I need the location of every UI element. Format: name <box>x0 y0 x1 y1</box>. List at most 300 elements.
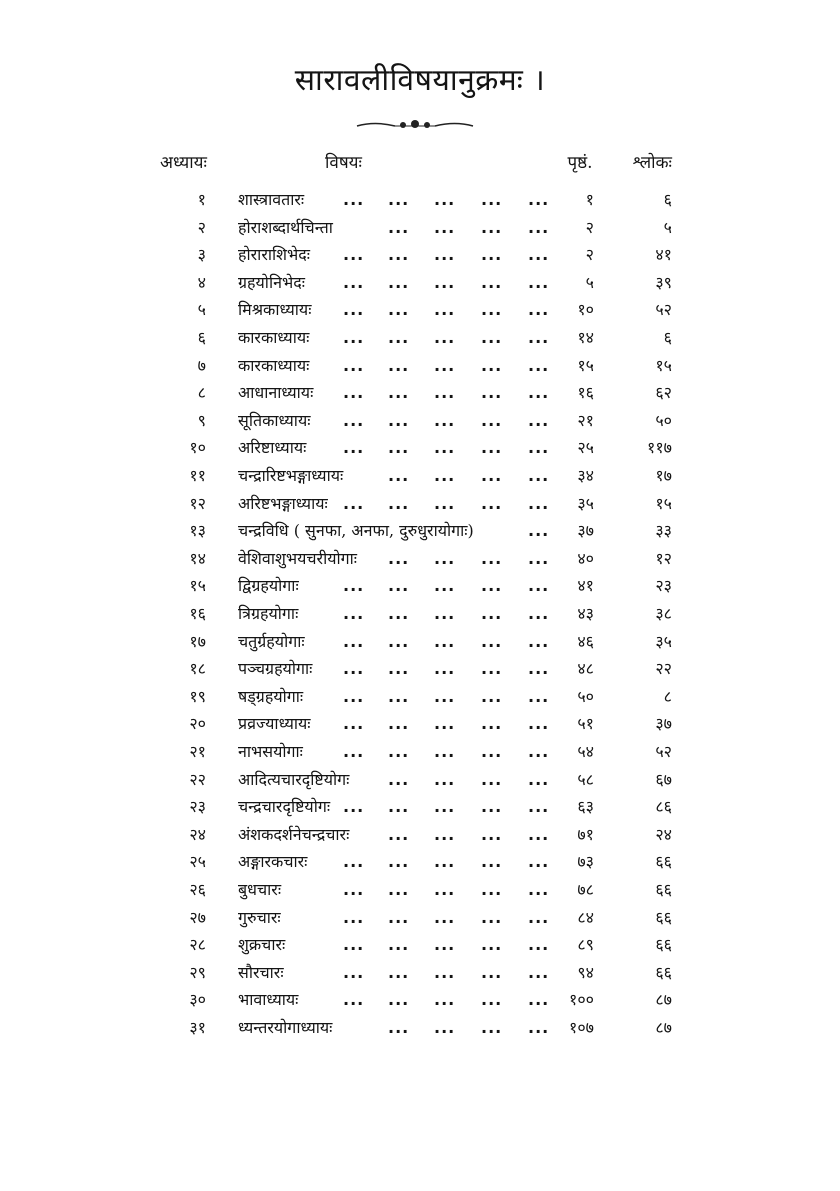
leader-dots <box>238 1014 550 1041</box>
leader-dots <box>238 986 550 1013</box>
chapter-topic: शुक्रचारः <box>238 935 286 955</box>
leader-dot: ... <box>388 1018 410 1037</box>
chapter-number: ३१ <box>189 1018 206 1037</box>
leader-dot: ... <box>434 355 456 375</box>
page-number: ८४ <box>577 907 594 927</box>
leader-dot: ... <box>528 604 550 623</box>
leader-dots <box>238 545 550 572</box>
sloka-count: ६७ <box>655 769 672 789</box>
leader-dot: ... <box>528 1018 550 1037</box>
leader-dot: ... <box>434 300 456 320</box>
chapter-topic: प्रव्रज्याध्यायः <box>238 714 311 734</box>
table-row <box>0 931 840 958</box>
leader-dot: ... <box>343 355 365 375</box>
chapter-number: ७ <box>197 355 206 375</box>
leader-dot: ... <box>343 907 365 927</box>
leader-dot: ... <box>481 769 503 789</box>
chapter-topic: अरिष्टभङ्गाध्यायः <box>238 493 328 513</box>
sloka-count: ३९ <box>655 272 672 292</box>
leader-dot: ... <box>343 190 365 209</box>
leader-dot: ... <box>434 631 456 651</box>
leader-dot: ... <box>481 907 503 927</box>
chapter-number: २३ <box>189 797 206 817</box>
page-number: १५ <box>577 355 594 375</box>
leader-dot: ... <box>481 383 503 403</box>
page-number: ९४ <box>577 962 594 982</box>
leader-dots <box>238 517 550 544</box>
leader-dot: ... <box>528 217 550 237</box>
chapter-number: ८ <box>197 383 206 403</box>
chapter-number: ३० <box>189 990 206 1010</box>
leader-dot: ... <box>528 852 550 872</box>
leader-dot: ... <box>434 548 456 568</box>
table-row <box>0 986 840 1013</box>
chapter-topic: आदित्यचारदृष्टियोगः <box>238 769 350 789</box>
table-row <box>0 655 840 682</box>
table-row <box>0 766 840 793</box>
leader-dot: ... <box>528 521 550 541</box>
table-row <box>0 904 840 931</box>
page-number: ७१ <box>577 824 594 844</box>
leader-dot: ... <box>388 714 410 734</box>
leader-dot: ... <box>343 714 365 734</box>
leader-dot: ... <box>528 935 550 955</box>
leader-dot: ... <box>481 880 503 899</box>
leader-dot: ... <box>481 631 503 651</box>
leader-dot: ... <box>434 769 456 789</box>
leader-dot: ... <box>388 742 410 761</box>
page-number: २ <box>585 217 594 237</box>
sloka-count: ११७ <box>647 438 672 458</box>
page-number: १०७ <box>569 1018 594 1037</box>
chapter-number: ११ <box>189 466 206 485</box>
leader-dot: ... <box>481 410 503 430</box>
ornament-divider-icon <box>355 118 475 132</box>
chapter-number: ५ <box>197 300 206 320</box>
chapter-number: १२ <box>189 493 206 513</box>
chapter-number: १७ <box>189 631 206 651</box>
leader-dot: ... <box>481 742 503 761</box>
chapter-topic: सौरचारः <box>238 962 284 982</box>
leader-dot: ... <box>434 328 456 347</box>
leader-dot: ... <box>388 990 410 1010</box>
leader-dot: ... <box>388 852 410 872</box>
page-number: ४० <box>577 548 594 568</box>
table-row <box>0 324 840 351</box>
table-row <box>0 462 840 489</box>
chapter-topic: चन्द्रविधि ( सुनफा, अनफा, दुरुधुरायोगाः) <box>238 521 474 541</box>
chapter-topic: नाभसयोगाः <box>238 742 303 761</box>
chapter-number: १८ <box>189 659 206 679</box>
chapter-number: १९ <box>189 686 206 706</box>
table-row <box>0 738 840 765</box>
table-row <box>0 959 840 986</box>
chapter-topic: चन्द्रारिष्टभङ्गाध्यायः <box>238 466 344 485</box>
leader-dot: ... <box>388 383 410 403</box>
page-number: ७३ <box>577 852 594 872</box>
sloka-count: ८ <box>663 686 672 706</box>
leader-dot: ... <box>388 576 410 596</box>
chapter-number: २६ <box>189 880 206 899</box>
leader-dot: ... <box>388 824 410 844</box>
chapter-topic: कारकाध्यायः <box>238 355 310 375</box>
leader-dot: ... <box>388 438 410 458</box>
leader-dot: ... <box>434 493 456 513</box>
page-number: ४३ <box>577 604 594 623</box>
chapter-topic: होराशब्दार्थचिन्ता <box>238 217 333 237</box>
page-number: ६३ <box>577 797 594 817</box>
page-number: ७८ <box>577 880 594 899</box>
leader-dot: ... <box>434 245 456 265</box>
leader-dot: ... <box>434 907 456 927</box>
leader-dot: ... <box>343 493 365 513</box>
leader-dot: ... <box>528 576 550 596</box>
leader-dot: ... <box>343 328 365 347</box>
leader-dot: ... <box>528 990 550 1010</box>
leader-dot: ... <box>481 1018 503 1037</box>
leader-dot: ... <box>343 880 365 899</box>
sloka-count: ३७ <box>655 714 672 734</box>
leader-dot: ... <box>528 659 550 679</box>
leader-dot: ... <box>434 410 456 430</box>
leader-dot: ... <box>388 493 410 513</box>
leader-dots <box>238 241 550 268</box>
page-number: ४८ <box>577 659 594 679</box>
leader-dot: ... <box>388 328 410 347</box>
leader-dot: ... <box>343 659 365 679</box>
leader-dot: ... <box>481 576 503 596</box>
chapter-topic: अरिष्टाध्यायः <box>238 438 307 458</box>
leader-dot: ... <box>481 935 503 955</box>
chapter-topic: गुरुचारः <box>238 907 281 927</box>
page-number: ५४ <box>577 742 594 761</box>
leader-dot: ... <box>388 797 410 817</box>
leader-dot: ... <box>434 272 456 292</box>
chapter-topic: कारकाध्यायः <box>238 328 310 347</box>
table-row <box>0 379 840 406</box>
page-number: १६ <box>577 383 594 403</box>
table-row <box>0 628 840 655</box>
chapter-number: १ <box>197 190 206 209</box>
leader-dot: ... <box>434 576 456 596</box>
chapter-number: २४ <box>189 824 206 844</box>
leader-dots <box>238 352 550 379</box>
leader-dot: ... <box>343 438 365 458</box>
leader-dot: ... <box>481 300 503 320</box>
table-row <box>0 600 840 627</box>
leader-dots <box>238 793 550 820</box>
table-row <box>0 352 840 379</box>
leader-dot: ... <box>528 272 550 292</box>
leader-dot: ... <box>434 190 456 209</box>
leader-dot: ... <box>388 245 410 265</box>
leader-dot: ... <box>528 824 550 844</box>
page-number: २१ <box>577 410 594 430</box>
table-row <box>0 186 840 213</box>
leader-dot: ... <box>434 797 456 817</box>
leader-dot: ... <box>343 631 365 651</box>
leader-dot: ... <box>528 769 550 789</box>
leader-dot: ... <box>343 686 365 706</box>
leader-dot: ... <box>388 935 410 955</box>
leader-dot: ... <box>343 990 365 1010</box>
page-number: ३७ <box>577 521 594 541</box>
table-row <box>0 545 840 572</box>
chapter-topic: ग्रहयोनिभेदः <box>238 272 305 292</box>
leader-dot: ... <box>434 659 456 679</box>
leader-dots <box>238 214 550 241</box>
leader-dot: ... <box>528 466 550 485</box>
leader-dot: ... <box>343 245 365 265</box>
leader-dot: ... <box>481 493 503 513</box>
sloka-count: ५० <box>655 410 672 430</box>
leader-dot: ... <box>388 272 410 292</box>
leader-dot: ... <box>481 245 503 265</box>
sloka-count: ६ <box>663 190 672 209</box>
leader-dot: ... <box>434 686 456 706</box>
sloka-count: १७ <box>655 466 672 485</box>
chapter-topic: चन्द्रचारदृष्टियोगः <box>238 797 331 817</box>
leader-dot: ... <box>434 604 456 623</box>
chapter-number: २२ <box>189 769 206 789</box>
leader-dot: ... <box>528 190 550 209</box>
header-prishtha: पृष्ठं. <box>567 153 593 173</box>
leader-dot: ... <box>388 466 410 485</box>
page-number: ४१ <box>577 576 594 596</box>
page-number: १४ <box>577 328 594 347</box>
page-number: १०० <box>569 990 594 1010</box>
chapter-number: २० <box>189 714 206 734</box>
chapter-number: ९ <box>197 410 206 430</box>
chapter-number: १५ <box>189 576 206 596</box>
table-row <box>0 876 840 903</box>
leader-dot: ... <box>388 410 410 430</box>
leader-dot: ... <box>528 714 550 734</box>
page-number: १० <box>577 300 594 320</box>
chapter-topic: अंशकदर्शनेचन्द्रचारः <box>238 824 350 844</box>
leader-dot: ... <box>343 962 365 982</box>
sloka-count: ३३ <box>655 521 672 541</box>
sloka-count: ६६ <box>655 852 672 872</box>
leader-dot: ... <box>528 797 550 817</box>
leader-dot: ... <box>343 300 365 320</box>
chapter-number: २९ <box>189 962 206 982</box>
leader-dot: ... <box>481 438 503 458</box>
leader-dot: ... <box>481 852 503 872</box>
leader-dot: ... <box>434 990 456 1010</box>
leader-dots <box>238 462 550 489</box>
leader-dot: ... <box>481 190 503 209</box>
sloka-count: २२ <box>655 659 672 679</box>
table-row <box>0 241 840 268</box>
chapter-number: २५ <box>189 852 206 872</box>
leader-dot: ... <box>388 907 410 927</box>
chapter-topic: मिश्रकाध्यायः <box>238 300 312 320</box>
leader-dot: ... <box>528 962 550 982</box>
leader-dot: ... <box>388 659 410 679</box>
table-row <box>0 683 840 710</box>
chapter-topic: चतुर्ग्रहयोगाः <box>238 631 305 651</box>
leader-dots <box>238 572 550 599</box>
leader-dot: ... <box>528 880 550 899</box>
leader-dot: ... <box>481 217 503 237</box>
chapter-number: २ <box>197 217 206 237</box>
leader-dot: ... <box>481 328 503 347</box>
chapter-number: १३ <box>189 521 206 541</box>
chapter-topic: द्विग्रहयोगाः <box>238 576 299 596</box>
leader-dots <box>238 186 550 213</box>
chapter-number: १० <box>189 438 206 458</box>
page-number: ५ <box>585 272 594 292</box>
chapter-number: १६ <box>189 604 206 623</box>
table-row <box>0 407 840 434</box>
table-row <box>0 572 840 599</box>
sloka-count: २४ <box>655 824 672 844</box>
leader-dots <box>238 600 550 627</box>
leader-dot: ... <box>481 466 503 485</box>
leader-dot: ... <box>434 466 456 485</box>
sloka-count: ८६ <box>655 797 672 817</box>
leader-dot: ... <box>434 935 456 955</box>
leader-dots <box>238 766 550 793</box>
leader-dots <box>238 490 550 517</box>
page-title: सारावलीविषयानुक्रमः । <box>294 63 546 98</box>
leader-dot: ... <box>528 410 550 430</box>
page-number: ३४ <box>577 466 594 485</box>
chapter-topic: पञ्चग्रहयोगाः <box>238 659 313 679</box>
page-number: २ <box>585 245 594 265</box>
page-number: ५० <box>577 686 594 706</box>
leader-dot: ... <box>528 328 550 347</box>
sloka-count: ५ <box>663 217 672 237</box>
leader-dot: ... <box>343 852 365 872</box>
leader-dot: ... <box>388 190 410 209</box>
leader-dot: ... <box>343 383 365 403</box>
leader-dot: ... <box>528 742 550 761</box>
chapter-number: ४ <box>197 272 206 292</box>
leader-dots <box>238 269 550 296</box>
chapter-number: २१ <box>189 742 206 761</box>
sloka-count: ६६ <box>655 880 672 899</box>
leader-dot: ... <box>434 1018 456 1037</box>
leader-dot: ... <box>388 631 410 651</box>
sloka-count: १५ <box>655 355 672 375</box>
leader-dots <box>238 931 550 958</box>
chapter-number: १४ <box>189 548 206 568</box>
leader-dot: ... <box>434 383 456 403</box>
sloka-count: ५२ <box>655 742 672 761</box>
page-number: १ <box>585 190 594 209</box>
leader-dot: ... <box>434 824 456 844</box>
table-row <box>0 296 840 323</box>
leader-dot: ... <box>388 962 410 982</box>
leader-dot: ... <box>528 355 550 375</box>
header-shloka: श्लोकः <box>632 153 672 173</box>
table-row <box>0 269 840 296</box>
leader-dot: ... <box>388 355 410 375</box>
leader-dots <box>238 628 550 655</box>
table-row <box>0 434 840 461</box>
chapter-topic: ध्यन्तरयोगाध्यायः <box>238 1018 333 1037</box>
leader-dot: ... <box>343 410 365 430</box>
chapter-topic: अङ्गारकचारः <box>238 852 308 872</box>
leader-dot: ... <box>388 217 410 237</box>
leader-dot: ... <box>343 604 365 623</box>
table-row <box>0 517 840 544</box>
leader-dots <box>238 379 550 406</box>
leader-dot: ... <box>343 935 365 955</box>
page-number: ८९ <box>577 935 594 955</box>
sloka-count: १२ <box>655 548 672 568</box>
leader-dot: ... <box>528 438 550 458</box>
leader-dot: ... <box>528 383 550 403</box>
page-number: ३५ <box>577 493 594 513</box>
leader-dot: ... <box>343 797 365 817</box>
leader-dot: ... <box>528 548 550 568</box>
leader-dot: ... <box>481 272 503 292</box>
leader-dot: ... <box>481 686 503 706</box>
sloka-count: ६६ <box>655 935 672 955</box>
leader-dot: ... <box>434 217 456 237</box>
table-row <box>0 490 840 517</box>
leader-dots <box>238 876 550 903</box>
sloka-count: ६६ <box>655 962 672 982</box>
leader-dot: ... <box>528 493 550 513</box>
header-vishaya: विषयः <box>325 153 362 173</box>
leader-dots <box>238 738 550 765</box>
sloka-count: ६२ <box>655 383 672 403</box>
leader-dot: ... <box>481 659 503 679</box>
leader-dots <box>238 821 550 848</box>
leader-dot: ... <box>481 990 503 1010</box>
leader-dots <box>238 407 550 434</box>
leader-dot: ... <box>434 438 456 458</box>
chapter-topic: सूतिकाध्यायः <box>238 410 311 430</box>
leader-dot: ... <box>434 852 456 872</box>
leader-dots <box>238 324 550 351</box>
header-adhyaya: अध्यायः <box>160 153 207 173</box>
sloka-count: ६ <box>663 328 672 347</box>
table-row <box>0 821 840 848</box>
chapter-topic: त्रिग्रहयोगाः <box>238 604 299 623</box>
leader-dot: ... <box>388 769 410 789</box>
leader-dot: ... <box>388 880 410 899</box>
leader-dot: ... <box>388 300 410 320</box>
leader-dot: ... <box>343 272 365 292</box>
chapter-number: ६ <box>197 328 206 347</box>
leader-dot: ... <box>434 742 456 761</box>
leader-dot: ... <box>343 742 365 761</box>
leader-dot: ... <box>434 962 456 982</box>
chapter-topic: होराराशिभेदः <box>238 245 311 265</box>
sloka-count: ६६ <box>655 907 672 927</box>
sloka-count: ३८ <box>655 604 672 623</box>
leader-dot: ... <box>528 686 550 706</box>
table-row <box>0 848 840 875</box>
chapter-topic: भावाध्यायः <box>238 990 299 1010</box>
leader-dot: ... <box>481 604 503 623</box>
leader-dot: ... <box>434 714 456 734</box>
sloka-count: ८७ <box>655 1018 672 1037</box>
table-row <box>0 793 840 820</box>
leader-dot: ... <box>481 797 503 817</box>
leader-dot: ... <box>388 604 410 623</box>
chapter-topic: षड्ग्रहयोगाः <box>238 686 304 706</box>
sloka-count: ५२ <box>655 300 672 320</box>
chapter-number: ३ <box>197 245 206 265</box>
leader-dots <box>238 959 550 986</box>
leader-dots <box>238 683 550 710</box>
